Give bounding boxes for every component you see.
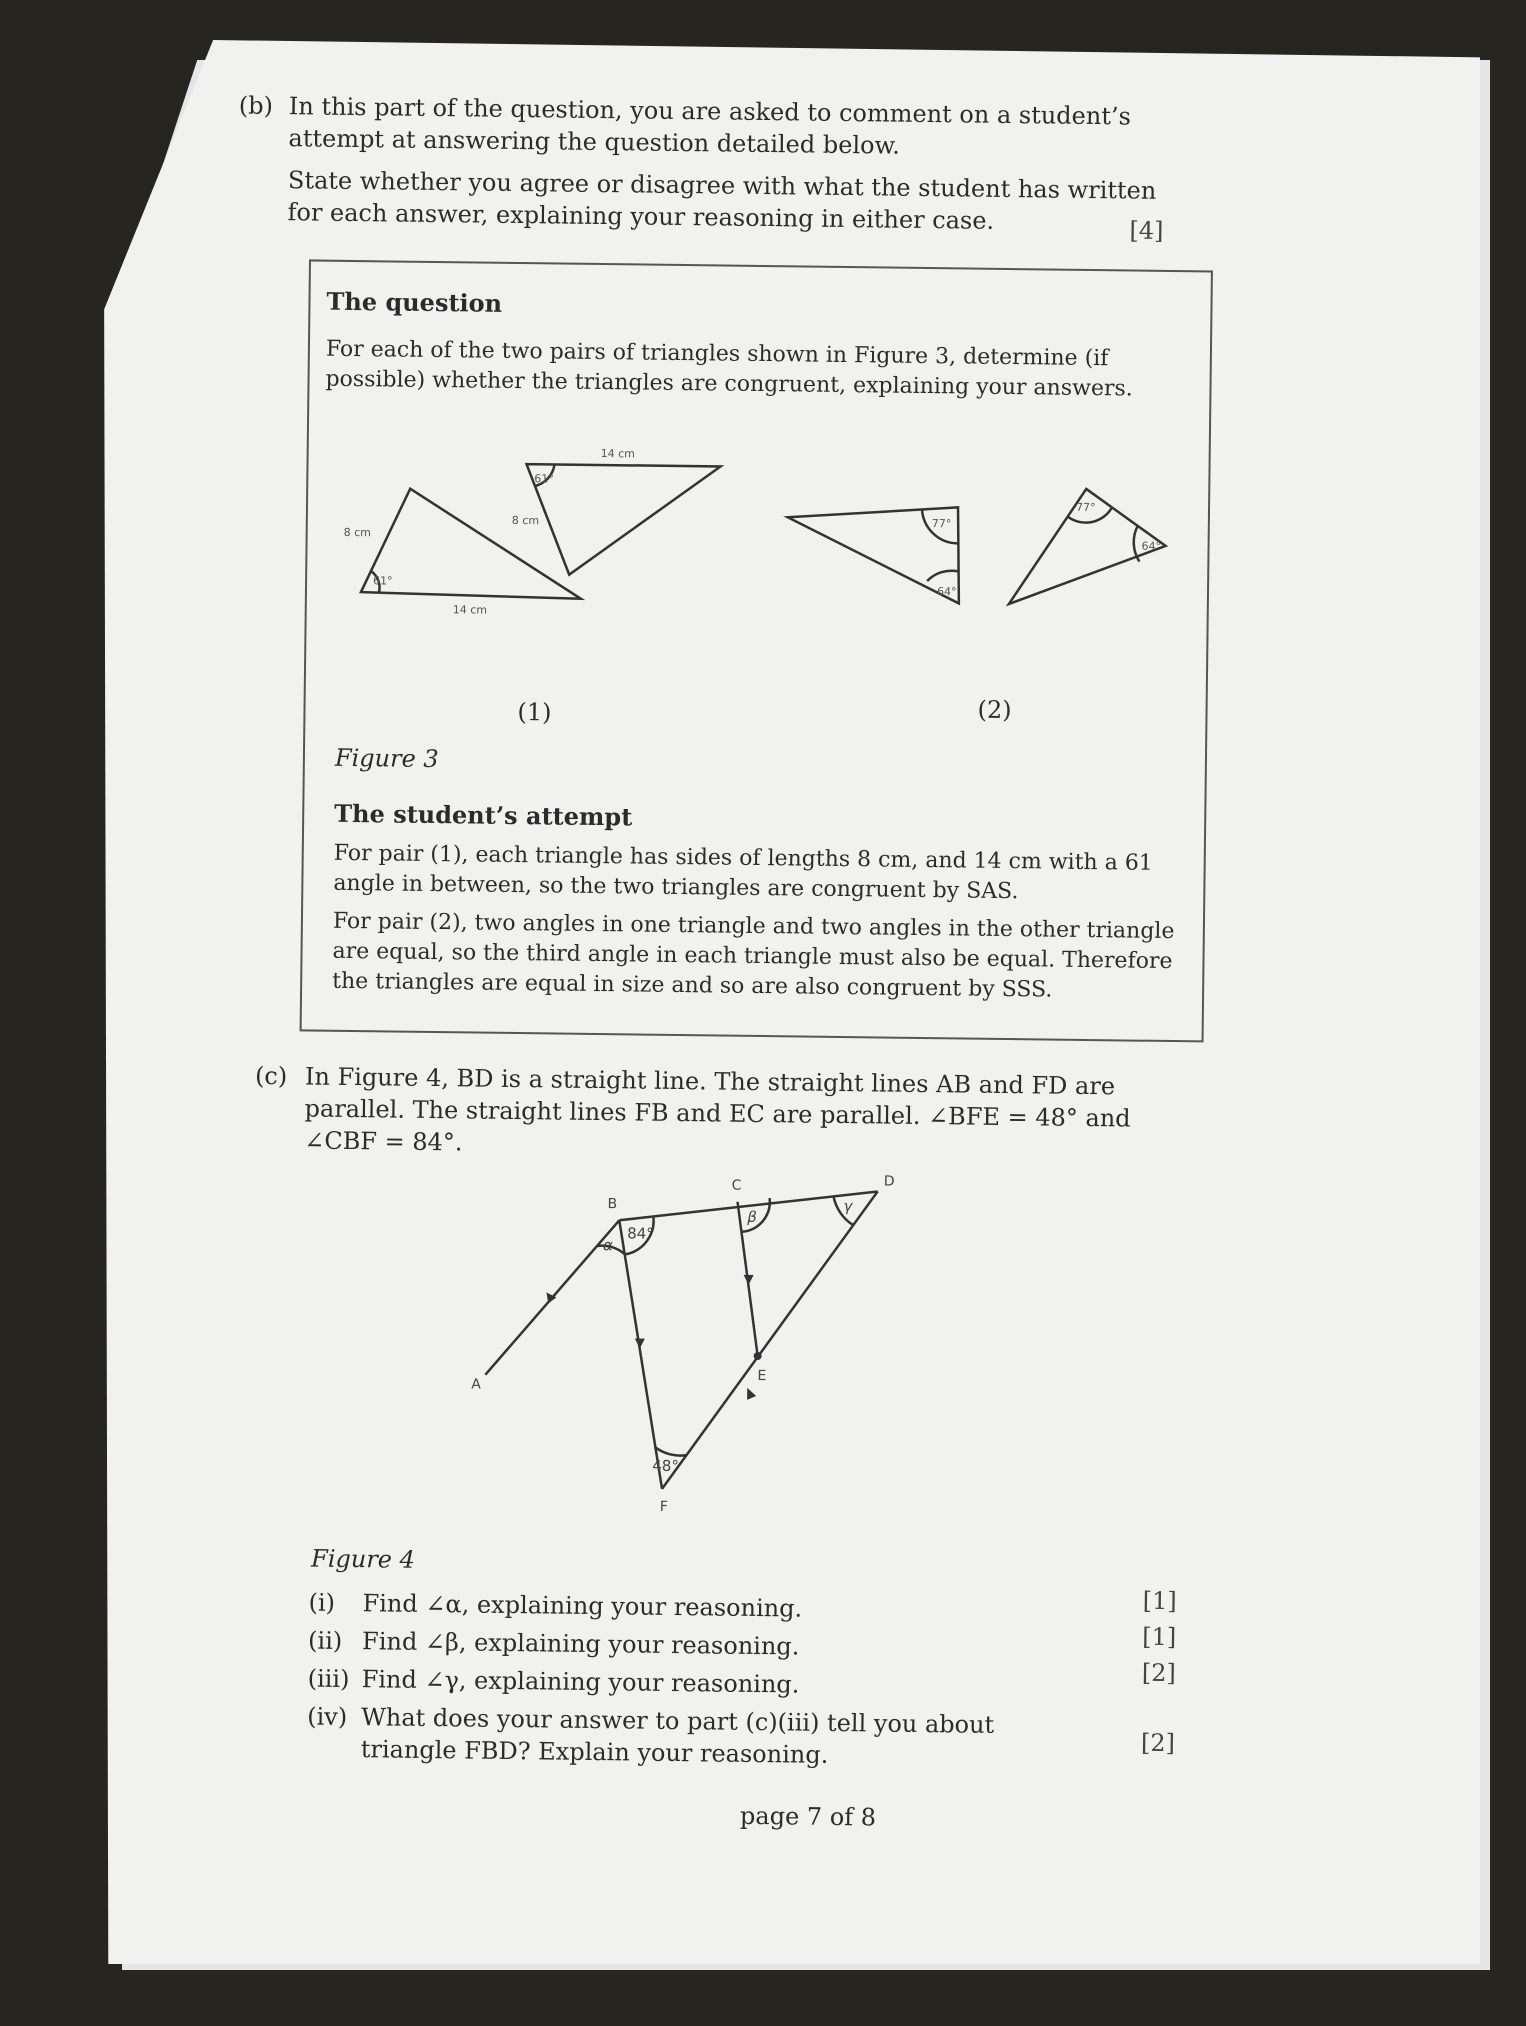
label-f: F	[659, 1498, 668, 1515]
label-64-c: 64°	[936, 585, 957, 599]
parallel-arrow-fd	[747, 1388, 756, 1400]
subq-ii-marks: [1]	[1142, 1622, 1177, 1652]
subq-ii-num: (ii)	[307, 1626, 343, 1655]
figure-3	[306, 431, 1209, 682]
part-c-line1: In Figure 4, BD is a straight line. The straight lines AB and FD are	[304, 1062, 1116, 1101]
figure-4-caption: Figure 4	[310, 1544, 416, 1574]
label-gamma: γ	[843, 1197, 853, 1216]
part-b-marks: [4]	[1129, 216, 1164, 245]
part-c-line3: ∠CBF = 84°.	[304, 1126, 463, 1157]
part-b-line4: for each answer, explaining your reasoning in either case.	[287, 198, 995, 235]
attempt-p1-line1: For pair (1), each triangle has sides of lengths 8 cm, and 14 cm with a 61	[333, 840, 1153, 876]
label-alpha: α	[602, 1236, 613, 1255]
question-text-line2: possible) whether the triangles are congruent, explaining your answers.	[325, 366, 1133, 402]
label-8cm-b: 8 cm	[511, 513, 540, 528]
part-b-label: (b)	[238, 91, 274, 120]
subq-iv-num: (iv)	[307, 1702, 348, 1732]
subq-iv-text: What does your answer to part (c)(iii) tell you about	[361, 1703, 995, 1739]
subq-iii-num: (iii)	[307, 1664, 350, 1694]
label-c: C	[731, 1177, 742, 1194]
pair1-triangle-b	[525, 464, 720, 576]
label-14cm-b: 14 cm	[600, 447, 636, 461]
subq-i-marks: [1]	[1142, 1586, 1177, 1616]
subq-i-text: Find ∠α, explaining your reasoning.	[362, 1589, 803, 1623]
label-77-d: 77°	[1075, 500, 1096, 515]
arc-48	[654, 1447, 686, 1456]
pair2-label: (2)	[977, 695, 1012, 725]
subq-iii-marks: [2]	[1141, 1658, 1176, 1688]
question-box	[300, 259, 1213, 1042]
page-number: page 7 of 8	[739, 1801, 877, 1832]
attempt-p2-line1: For pair (2), two angles in one triangle and two angles in the other triangle	[332, 908, 1175, 945]
pair1-label: (1)	[517, 698, 552, 727]
part-c-label: (c)	[254, 1061, 288, 1091]
subq-ii-text: Find ∠β, explaining your reasoning.	[361, 1627, 800, 1661]
label-77-c: 77°	[931, 517, 952, 531]
label-61-a: 61°	[373, 574, 393, 588]
part-b-line3: State whether you agree or disagree with what the student has written	[287, 166, 1157, 205]
parallel-arrow-bf	[635, 1338, 645, 1348]
pair2-triangle-c-arc-64	[927, 570, 958, 581]
subq-iii-text: Find ∠γ, explaining your reasoning.	[361, 1665, 800, 1699]
label-61-b: 61°	[534, 472, 554, 486]
part-b-line2: attempt at answering the question detailed below.	[288, 124, 901, 160]
question-text-line1: For each of the two pairs of triangles shown in Figure 3, determine (if	[325, 336, 1109, 372]
label-b: B	[607, 1196, 618, 1213]
label-14cm-a: 14 cm	[452, 603, 488, 617]
part-b-line1: In this part of the question, you are asked to comment on a student’s	[288, 92, 1132, 131]
pair1-triangle-a	[361, 488, 582, 599]
label-a: A	[471, 1376, 481, 1393]
attempt-p2-line3: the triangles are equal in size and so are also congruent by SSS.	[332, 968, 1053, 1003]
label-8cm-a: 8 cm	[343, 525, 372, 540]
label-beta: β	[747, 1207, 758, 1226]
subq-iv-text2: triangle FBD? Explain your reasoning.	[360, 1735, 829, 1769]
label-64-d: 64°	[1141, 539, 1162, 553]
subq-i-num: (i)	[308, 1588, 336, 1617]
line-fd	[662, 1189, 878, 1492]
label-d: D	[883, 1173, 895, 1190]
label-84: 84°	[627, 1224, 654, 1243]
part-c-line2: parallel. The straight lines FB and EC are parallel. ∠BFE = 48° and	[304, 1094, 1131, 1133]
parallel-arrow-ce	[744, 1275, 754, 1285]
label-48: 48°	[652, 1456, 680, 1476]
attempt-heading: The student’s attempt	[334, 798, 633, 832]
attempt-p1-line2: angle in between, so the two triangles are congruent by SAS.	[333, 870, 1019, 905]
label-e: E	[757, 1367, 767, 1385]
figure-4	[464, 1156, 928, 1522]
subq-iv-marks: [2]	[1140, 1728, 1176, 1758]
figure-3-caption: Figure 3	[334, 743, 439, 774]
attempt-p2-line2: are equal, so the third angle in each triangle must also be equal. Therefore	[332, 938, 1173, 975]
question-heading: The question	[326, 286, 503, 318]
